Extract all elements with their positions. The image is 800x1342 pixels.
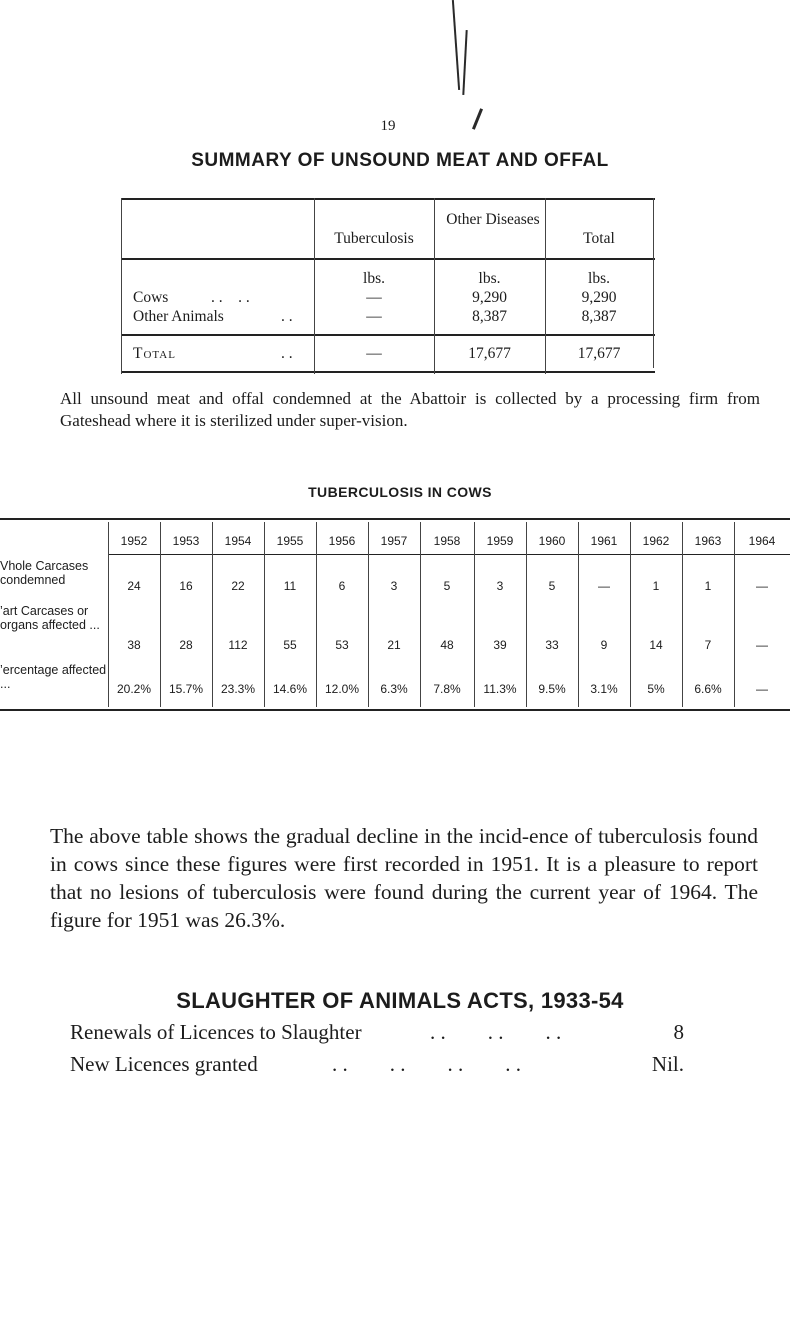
whole-carcases-cell: 3 (496, 579, 504, 593)
list-item (70, 1052, 684, 1082)
decline-paragraph: The above table shows the gradual decline in the incid-ence of tuberculosis found in cows since these figures were first recorded in 1951. It is a pleasure to report that no lesions of tuberculosis were found during the current year of 1964. The figure for 1951 was 26.3%. (50, 824, 758, 932)
renewals-label: Renewals of Licences to Slaughter (70, 1020, 362, 1044)
year-header: 1960 (538, 534, 566, 548)
year-header: 1959 (486, 534, 514, 548)
disposal-note: All unsound meat and offal condemned at the Abattoir is collected by a processing firm from Gateshead where it is sterilized under super-vision. (60, 389, 760, 430)
table-rule (121, 198, 655, 200)
table-rule (212, 522, 213, 707)
leader-dots: . . . . . . . . (332, 1052, 521, 1076)
row-dots: . . (281, 308, 293, 325)
tb-title: TUBERCULOSIS IN COWS (308, 484, 492, 500)
whole-carcases-cell: 3 (390, 579, 398, 593)
page-number: 19 (380, 118, 396, 134)
row-label-part-carcases: ’art Carcases or organs affected ... (0, 604, 100, 632)
table-rule (420, 522, 421, 707)
percentage-cell: 7.8% (433, 682, 461, 696)
whole-carcases-cell: 1 (652, 579, 660, 593)
table-rule (108, 522, 109, 707)
total-tuberculosis: — (366, 345, 382, 362)
part-carcases-cell: 33 (545, 638, 559, 652)
header-other-diseases: Other Diseases (446, 211, 540, 228)
row-dots: . . (281, 345, 293, 362)
tb-table (0, 518, 800, 712)
table-rule (526, 522, 527, 707)
whole-carcases-cell: 16 (179, 579, 193, 593)
table-rule (630, 522, 631, 707)
row-label-whole-carcases: Vhole Carcases condemned (0, 559, 89, 587)
table-rule (121, 371, 655, 373)
percentage-cell: 15.7% (168, 682, 204, 696)
table-rule (682, 522, 683, 707)
part-carcases-cell: 38 (127, 638, 141, 652)
list-item (70, 1020, 684, 1050)
year-header: 1956 (328, 534, 356, 548)
table-rule (578, 522, 579, 707)
table-rule (108, 554, 790, 555)
year-header: 1957 (380, 534, 408, 548)
whole-carcases-cell: 11 (283, 579, 297, 593)
percentage-cell: 11.3% (483, 682, 517, 696)
part-carcases-cell: 28 (179, 638, 193, 652)
header-total: Total (583, 230, 615, 247)
part-carcases-cell: 112 (228, 638, 248, 652)
new-licences-label: New Licences granted (70, 1052, 258, 1076)
scan-mark (472, 108, 483, 130)
table-rule (474, 522, 475, 707)
scan-mark (452, 0, 460, 90)
header-tuberculosis: Tuberculosis (334, 230, 414, 247)
total-label: Total (133, 345, 176, 362)
percentage-cell: 6.6% (694, 682, 722, 696)
percentage-cell: 9.5% (538, 682, 566, 696)
year-header: 1954 (224, 534, 252, 548)
percentage-cell: 20.2% (116, 682, 152, 696)
part-carcases-cell: 53 (335, 638, 349, 652)
table-rule (121, 334, 655, 336)
summary-title: SUMMARY OF UNSOUND MEAT AND OFFAL (191, 150, 609, 171)
row-label-percentage: ’ercentage affected ... (0, 663, 107, 691)
cows-other-diseases: 9,290 (472, 289, 507, 306)
row-label-cows: Cows (133, 289, 169, 306)
part-carcases-cell: 48 (440, 638, 454, 652)
other-animals-tuberculosis: — (366, 308, 382, 325)
percentage-cell: 6.3% (380, 682, 408, 696)
part-carcases-cell: 7 (704, 638, 712, 652)
slaughter-title: SLAUGHTER OF ANIMALS ACTS, 1933-54 (176, 988, 624, 1013)
part-carcases-cell: 9 (600, 638, 608, 652)
year-header: 1963 (694, 534, 722, 548)
summary-table (121, 198, 655, 374)
renewals-value: 8 (673, 1020, 684, 1044)
table-rule (121, 258, 655, 260)
whole-carcases-cell: 1 (704, 579, 712, 593)
part-carcases-cell: 21 (387, 638, 401, 652)
cows-total: 9,290 (581, 289, 617, 306)
new-licences-value: Nil. (651, 1052, 684, 1076)
table-rule (734, 522, 735, 707)
percentage-cell: 5% (647, 682, 665, 696)
table-rule (0, 709, 790, 711)
whole-carcases-cell: 6 (338, 579, 346, 593)
table-rule (316, 522, 317, 707)
year-header: 1962 (642, 534, 670, 548)
part-carcases-cell: — (756, 638, 768, 652)
other-animals-total: 8,387 (581, 308, 617, 325)
year-header: 1952 (120, 534, 148, 548)
whole-carcases-cell: — (756, 579, 768, 593)
table-rule (0, 518, 790, 520)
percentage-cell: 3.1% (590, 682, 618, 696)
unit-lbs: lbs. (478, 270, 501, 287)
year-header: 1964 (748, 534, 776, 548)
total-total: 17,677 (577, 345, 621, 362)
row-label-other-animals: Other Animals (133, 308, 224, 325)
scan-mark (462, 30, 467, 95)
unit-lbs: lbs. (588, 270, 610, 287)
table-rule (121, 198, 122, 374)
table-rule (264, 522, 265, 707)
year-header: 1953 (172, 534, 200, 548)
percentage-cell: 14.6% (272, 682, 308, 696)
leader-dots: . . . . . . (430, 1020, 562, 1044)
percentage-cell: 12.0% (324, 682, 360, 696)
whole-carcases-cell: 5 (443, 579, 451, 593)
part-carcases-cell: 55 (283, 638, 297, 652)
part-carcases-cell: 14 (649, 638, 663, 652)
table-rule (653, 198, 654, 368)
whole-carcases-cell: 22 (231, 579, 245, 593)
percentage-cell: — (756, 682, 768, 696)
percentage-cell: 23.3% (220, 682, 256, 696)
table-rule (160, 522, 161, 707)
whole-carcases-cell: 5 (548, 579, 556, 593)
other-animals-other-diseases: 8,387 (472, 308, 507, 325)
total-other-diseases: 17,677 (468, 345, 511, 362)
year-header: 1958 (433, 534, 461, 548)
whole-carcases-cell: 24 (127, 579, 141, 593)
part-carcases-cell: 39 (493, 638, 507, 652)
whole-carcases-cell: — (598, 579, 610, 593)
row-dots: . . . . (211, 289, 250, 306)
table-rule (368, 522, 369, 707)
year-header: 1955 (276, 534, 304, 548)
cows-tuberculosis: — (366, 289, 382, 306)
unit-lbs: lbs. (363, 270, 385, 287)
year-header: 1961 (590, 534, 618, 548)
